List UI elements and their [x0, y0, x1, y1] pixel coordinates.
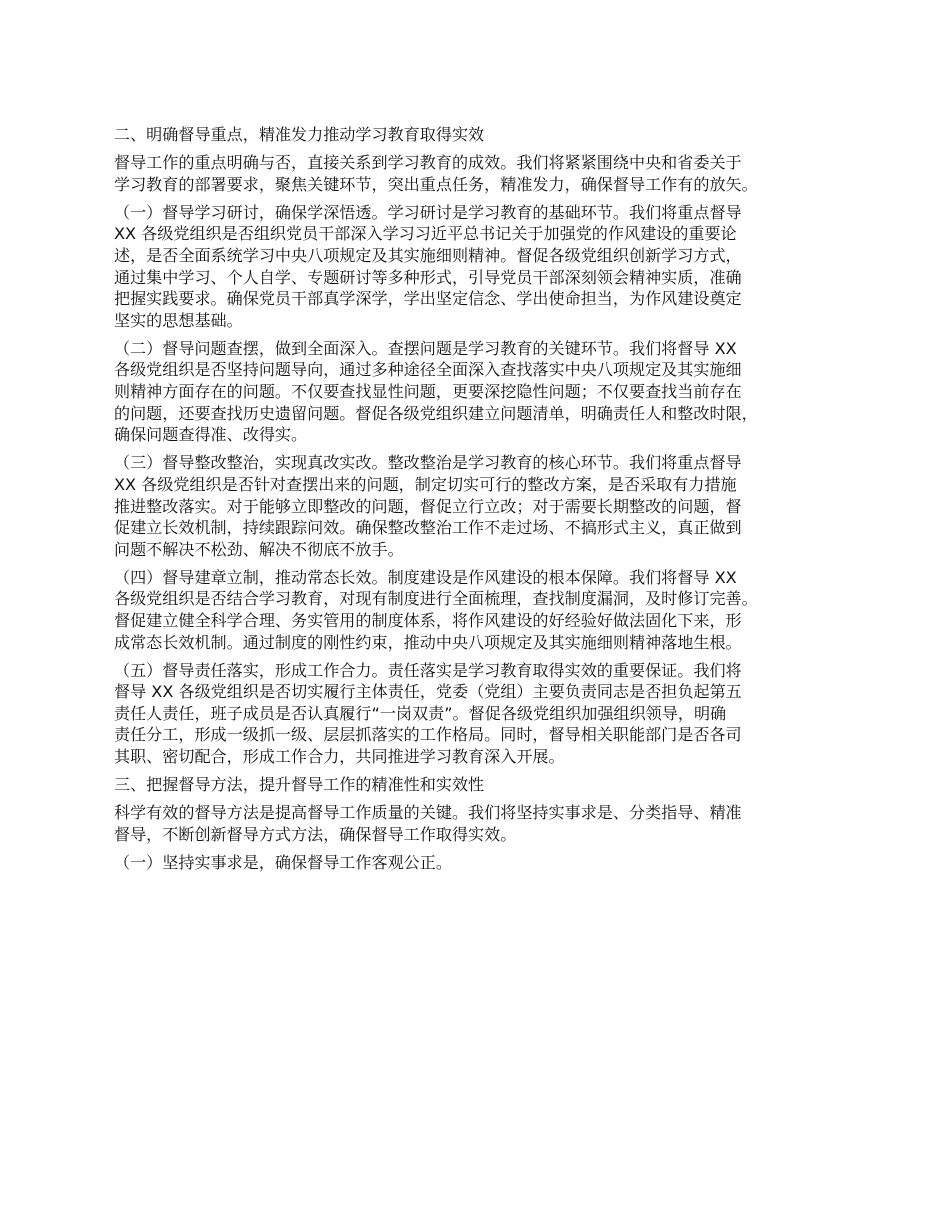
text-line: 其职、密切配合，形成工作合力，共同推进学习教育深入开展。 — [114, 747, 565, 767]
text-line: 各级党组织是否坚持问题导向，通过多种途径全面深入查找落实中央八项规定及其实施细 — [114, 360, 742, 380]
text-line: 推进整改落实。对于能够立即整改的问题，督促立行立改；对于需要长期整改的问题，督 — [114, 496, 742, 516]
text-line: （三）督导整改整治，实现真改实改。整改整治是学习教育的核心环节。我们将重点督导 — [114, 453, 742, 473]
text-line: 督导工作的重点明确与否，直接关系到学习教育的成效。我们将紧紧围绕中央和省委关于 — [114, 153, 742, 173]
paragraph-methods — [114, 802, 844, 845]
text-line: 责任人责任，班子成员是否认真履行“一岗双责”。督促各级党组织加强组织领导，明确 — [114, 703, 727, 723]
text-line: （五）督导责任落实，形成工作合力。责任落实是学习教育取得实效的重要保证。我们将 — [114, 660, 742, 680]
text-line: 督导 XX 各级党组织是否切实履行主体责任，党委（党组）主要负责同志是否担负起第五 — [114, 682, 742, 702]
text-line: 确保问题查得准、改得实。 — [114, 425, 308, 445]
paragraph-objective — [114, 852, 844, 874]
text-line: 二、明确督导重点，精准发力推动学习教育取得实效 — [114, 125, 485, 144]
text-line: 三、把握督导方法，提升督导工作的精准性和实效性 — [114, 775, 485, 795]
text-line: 责任分工，形成一级抓一级、层层抓落实的工作格局。同时，督导相关职能部门是否各司 — [114, 725, 742, 745]
text-line: 促建立长效机制，持续跟踪问效。确保整改整治工作不走过场、不搞形式主义，真正做到 — [114, 518, 742, 538]
text-line: （二）督导问题查摆，做到全面深入。查摆问题是学习教育的关键环节。我们将督导 XX — [114, 338, 737, 358]
text-line: 学习教育的部署要求，聚焦关键环节，突出重点任务，精准发力，确保督导工作有的放矢。 — [114, 174, 758, 194]
text-line: 科学有效的督导方法是提高督导工作质量的关键。我们将坚持实事求是、分类指导、精准 — [114, 803, 742, 823]
text-line: 述，是否全面系统学习中央八项规定及其实施细则精神。督促各级党组织创新学习方式， — [114, 245, 742, 265]
section-heading-three — [114, 774, 844, 796]
document-page — [114, 124, 844, 880]
text-line: （一）坚持实事求是，确保督导工作客观公正。 — [114, 852, 452, 872]
text-line: 问题不解决不松劲、解决不彻底不放手。 — [114, 539, 404, 559]
text-line: 成常态长效机制。通过制度的刚性约束，推动中央八项规定及其实施细则精神落地生根。 — [114, 632, 742, 652]
text-line: （一）督导学习研讨，确保学深悟透。学习研讨是学习教育的基础环节。我们将重点督导 — [114, 202, 742, 222]
text-line: 督导，不断创新督导方式方法，确保督导工作取得实效。 — [114, 824, 517, 844]
paragraph-study — [114, 202, 844, 332]
text-line: 通过集中学习、个人自学、专题研讨等多种形式，引导党员干部深刻领会精神实质，准确 — [114, 267, 742, 287]
section-heading-two — [114, 124, 844, 146]
text-line: 的问题，还要查找历史遗留问题。督促各级党组织建立问题清单，明确责任人和整改时限， — [114, 403, 758, 423]
text-line: （四）督导建章立制，推动常态长效。制度建设是作风建设的根本保障。我们将督导 XX — [114, 567, 737, 587]
paragraph-intro — [114, 152, 844, 195]
paragraph-rectification — [114, 452, 844, 560]
text-line: 则精神方面存在的问题。不仅要查找显性问题，更要深挖隐性问题；不仅要查找当前存在 — [114, 382, 742, 402]
paragraph-problems — [114, 338, 844, 446]
text-line: 督促建立健全科学合理、务实管用的制度体系，将作风建设的好经验好做法固化下来，形 — [114, 610, 742, 630]
text-line: 各级党组织是否结合学习教育，对现有制度进行全面梳理，查找制度漏洞，及时修订完善。 — [114, 589, 758, 609]
text-line: 把握实践要求。确保党员干部真学深学，学出坚定信念、学出使命担当，为作风建设奠定 — [114, 289, 742, 309]
text-line: XX 各级党组织是否组织党员干部深入学习习近平总书记关于加强党的作风建设的重要论 — [114, 224, 737, 244]
paragraph-institutions — [114, 567, 844, 653]
paragraph-responsibility — [114, 660, 844, 768]
text-line: XX 各级党组织是否针对查摆出来的问题，制定切实可行的整改方案，是否采取有力措施 — [114, 474, 737, 494]
text-line: 坚实的思想基础。 — [114, 310, 243, 330]
